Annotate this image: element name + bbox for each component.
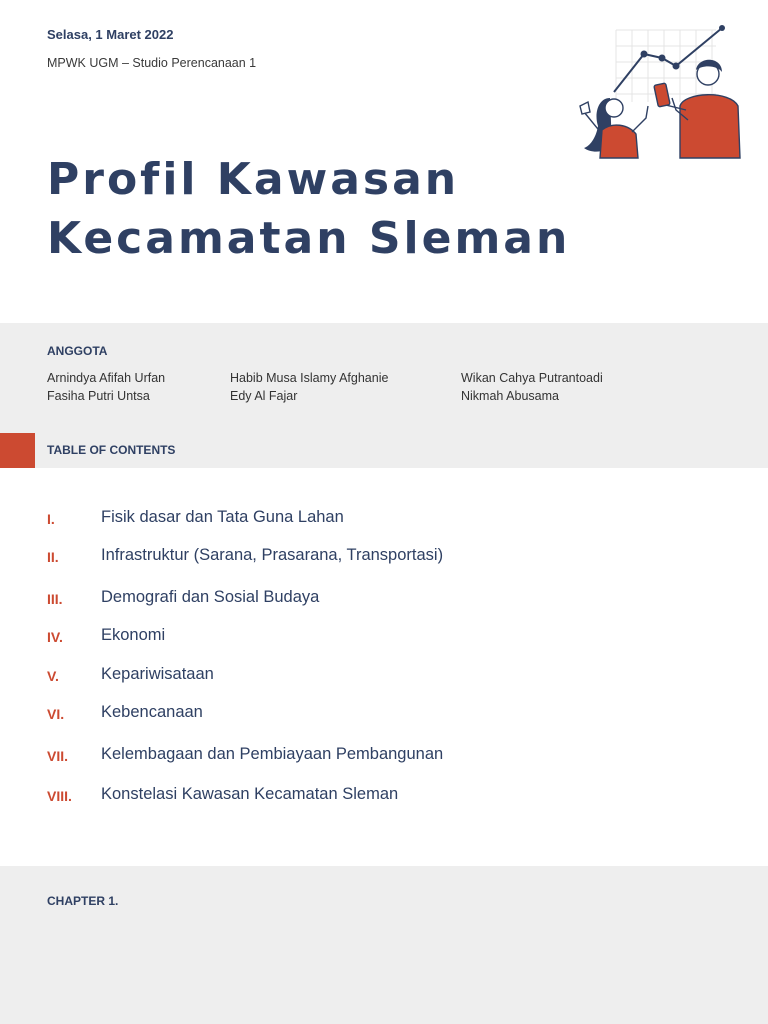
toc-item-label: Demografi dan Sosial Budaya	[101, 588, 320, 606]
chart-point	[673, 63, 680, 70]
organization-label: MPWK UGM – Studio Perencanaan 1	[47, 56, 257, 70]
toc-item-number: II.	[47, 549, 59, 565]
title-line-1: Profil Kawasan	[47, 154, 460, 205]
chart-point	[659, 55, 666, 62]
toc-item-number: VI.	[47, 706, 65, 722]
page-title	[47, 150, 570, 268]
chart-point	[719, 25, 725, 31]
toc-item-label: Infrastruktur (Sarana, Prasarana, Transportasi)	[101, 546, 444, 564]
toc-item-number: I.	[47, 511, 55, 527]
toc-heading: TABLE OF CONTENTS	[47, 443, 176, 457]
toc-item-label: Fisik dasar dan Tata Guna Lahan	[101, 508, 344, 526]
toc-accent-block	[0, 433, 35, 468]
document-date: Selasa, 1 Maret 2022	[47, 27, 174, 42]
toc-item-1[interactable]	[0, 508, 768, 532]
member-name: Fasiha Putri Untsa	[47, 389, 150, 403]
toc-item-8[interactable]	[0, 785, 768, 809]
man-figure	[654, 60, 740, 158]
toc-item-number: IV.	[47, 629, 63, 645]
chapter-heading: CHAPTER 1.	[47, 894, 119, 908]
chapter-panel	[0, 866, 768, 1024]
toc-item-7[interactable]	[0, 745, 768, 769]
member-name: Edy Al Fajar	[230, 389, 298, 403]
toc-item-6[interactable]	[0, 703, 768, 727]
toc-item-3[interactable]	[0, 588, 768, 612]
toc-item-2[interactable]	[0, 546, 768, 570]
toc-header-bar	[0, 433, 768, 468]
toc-item-number: VIII.	[47, 788, 72, 804]
member-name: Nikmah Abusama	[461, 389, 559, 403]
toc-item-5[interactable]	[0, 665, 768, 689]
members-panel	[0, 323, 768, 433]
member-name: Arnindya Afifah Urfan	[47, 371, 166, 385]
woman-figure	[580, 98, 648, 158]
toc-item-label: Kelembagaan dan Pembiayaan Pembangunan	[101, 745, 444, 763]
toc-item-number: V.	[47, 668, 59, 684]
toc-item-number: VII.	[47, 748, 69, 764]
people-analyzing-growth-chart-illustration	[576, 22, 744, 162]
member-name: Habib Musa Islamy Afghanie	[230, 371, 389, 385]
chart-point	[641, 51, 648, 58]
members-heading: ANGGOTA	[47, 344, 108, 358]
toc-item-4[interactable]	[0, 626, 768, 650]
toc-item-label: Ekonomi	[101, 626, 166, 644]
toc-item-label: Kebencanaan	[101, 703, 203, 721]
toc-item-label: Kepariwisataan	[101, 665, 214, 683]
member-name: Wikan Cahya Putrantoadi	[461, 371, 603, 385]
toc-item-number: III.	[47, 591, 63, 607]
toc-item-label: Konstelasi Kawasan Kecamatan Sleman	[101, 785, 399, 803]
title-line-2: Kecamatan Sleman	[47, 213, 571, 264]
